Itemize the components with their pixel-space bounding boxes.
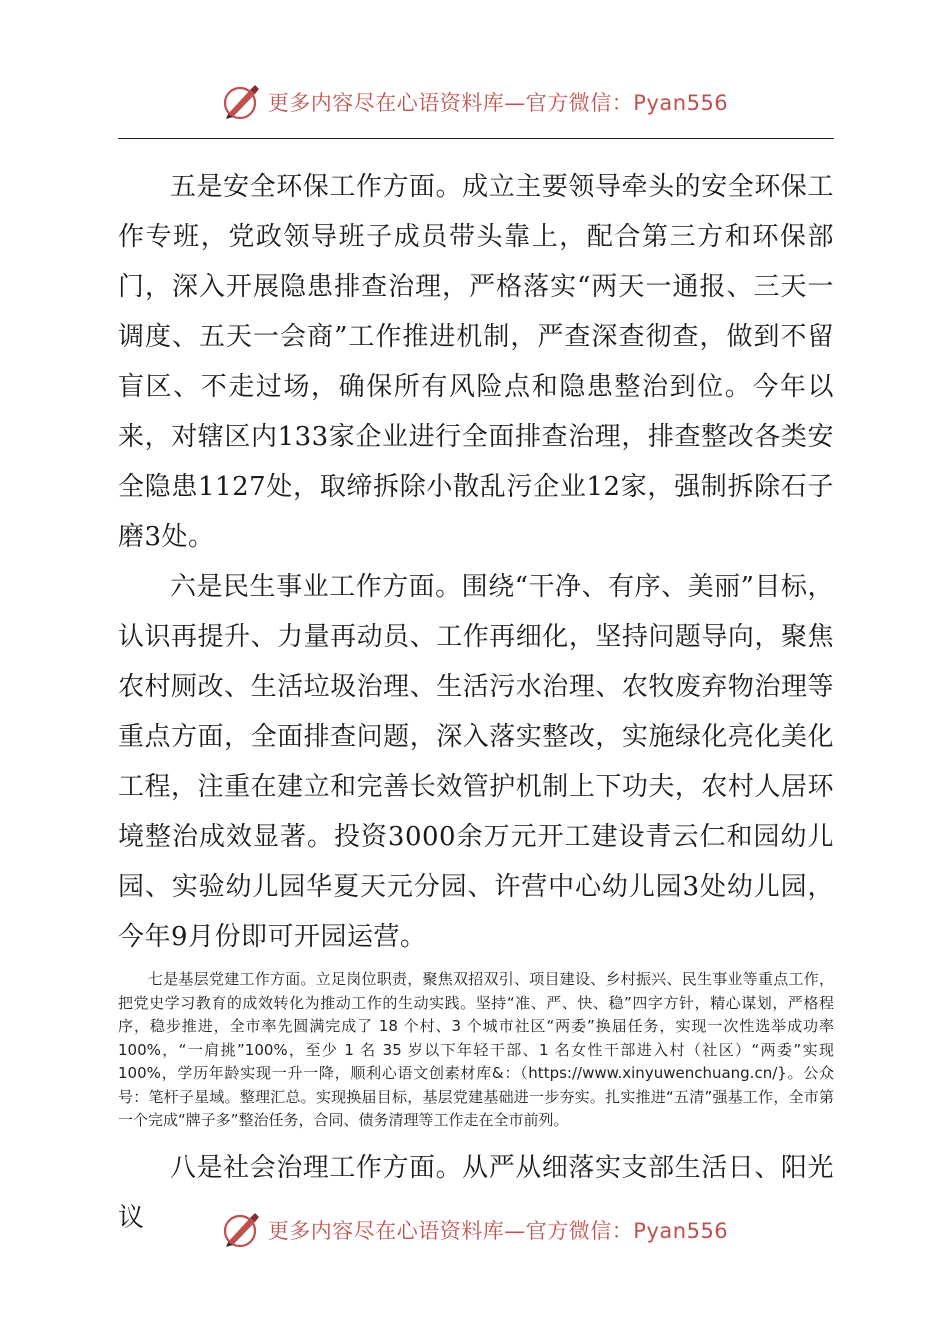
footer-banner <box>0 1208 950 1252</box>
pen-logo-icon <box>222 1210 262 1250</box>
paragraph-safety: 五是安全环保工作方面。成立主要领导牵头的安全环保工作专班，党政领导班子成员带头靠上，配合第三方和环保部门，深入开展隐患排查治理，严格落实“两天一通报、三天一调度、五天一会商”工作推进机制，严查深查彻查，做到不留盲区、不走过场，确保所有风险点和隐患整治到位。今年以来，对辖区内133家企业进行全面排查治理，排查整改各类安全隐患1127处，取缔拆除小散乱污企业12家，强制拆除石子磨3处。 <box>118 172 834 552</box>
banner-text: 更多内容尽在心语资料库—官方微信：Pyan556 <box>267 1219 729 1243</box>
header-banner <box>0 80 950 124</box>
document-body <box>118 162 834 1243</box>
pen-logo-icon <box>222 82 262 122</box>
header-divider <box>118 138 834 139</box>
paragraph-social-governance: 八是社会治理工作方面。从严从细落实支部生活日、阳光议 <box>118 1152 834 1233</box>
paragraph-livelihood: 六是民生事业工作方面。围绕“干净、有序、美丽”目标，认识再提升、力量再动员、工作再细化，坚持问题导向，聚焦农村厕改、生活垃圾治理、生活污水治理、农牧废弃物治理等重点方面，全面排查问题，深入落实整改，实施绿化亮化美化工程，注重在建立和完善长效管护机制上下功夫，农村人居环境整治成效显著。投资3000余万元开工建设青云仁和园幼儿园、实验幼儿园华夏天元分园、许营中心幼儿园3处幼儿园，今年9月份即可开园运营。 <box>118 572 834 952</box>
paragraph-party-building: 七是基层党建工作方面。立足岗位职责，聚焦双招双引、项目建设、乡村振兴、民生事业等重点工作，把党史学习教育的成效转化为推动工作的生动实践。坚持“准、严、快、稳”四字方针，精心谋划，严格程序，稳步推进，全市率先圆满完成了 18 个村、3 个城市社区“两委”换届任务，实现一次性选举成功率 100%，“一肩挑”100%，至少 1 名 35 岁以下年轻干部、1 名女性干部进入村（社区）“两委”实现 100%，学历年龄实现一升一降，顺利心语文创素材库&：（https://www.xinyuwenchuang.cn/}。公众号：笔杆子星域。整理汇总。实现换届目标，基层党建基础进一步夯实。扎实推进“五清”强基工作，全市第一个完成“牌子多”整治任务，合同、债务清理等工作走在全市前列。 <box>118 970 835 1129</box>
banner-text: 更多内容尽在心语资料库—官方微信：Pyan556 <box>267 91 729 115</box>
